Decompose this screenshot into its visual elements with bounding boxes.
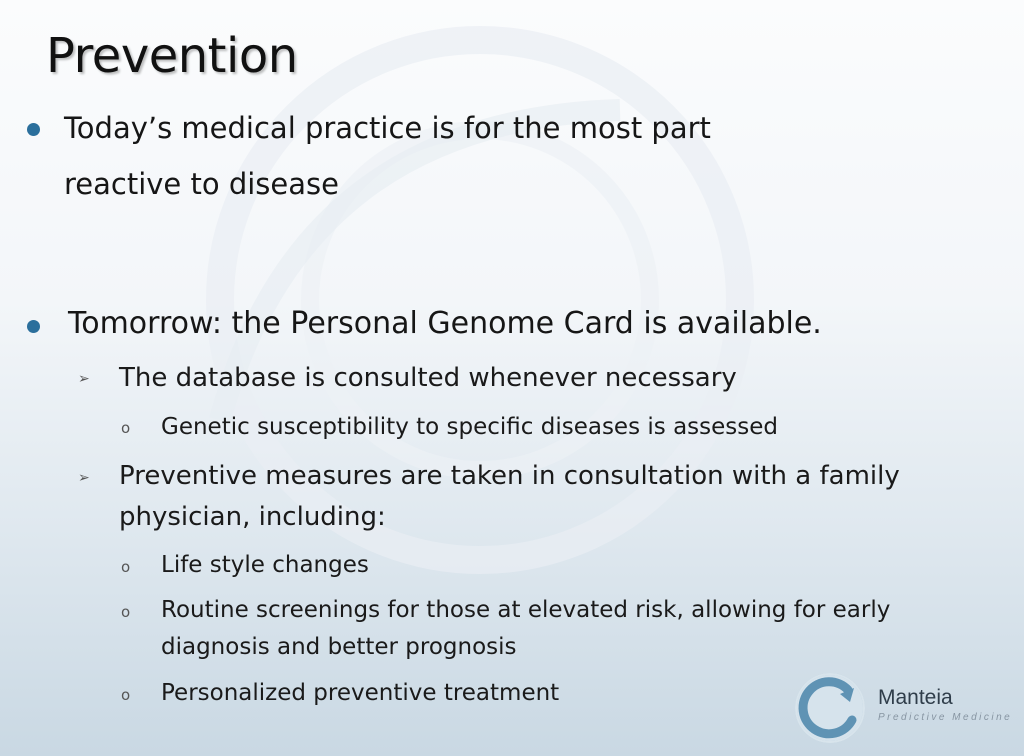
sub-2-item-2-line-2: diagnosis and better prognosis [161,634,517,660]
ring-bullet-icon: o [121,603,131,621]
slide-title: Prevention [46,28,298,84]
bullet-1-line-2: reactive to disease [64,167,339,201]
arrow-bullet-icon: ➢ [78,470,90,486]
logo-name: Manteia [878,686,953,709]
manteia-logo [790,668,1020,748]
blue-dot-bullet-icon [27,320,40,333]
logo-tagline: Predictive Medicine [878,712,1013,723]
ring-bullet-icon: o [121,419,131,437]
bullet-1-line-1: Today’s medical practice is for the most part [64,111,711,145]
arrow-bullet-icon: ➢ [78,371,90,387]
bullet-2-line-1: Tomorrow: the Personal Genome Card is available. [68,306,822,341]
ring-bullet-icon: o [121,558,131,576]
ring-bullet-icon: o [121,686,131,704]
sub-1-item-1: Genetic susceptibility to specific diseases is assessed [161,414,778,440]
sub-2-line-2: physician, including: [119,502,386,532]
sub-1-line-1: The database is consulted whenever necessary [119,363,737,393]
sub-2-item-2-line-1: Routine screenings for those at elevated risk, allowing for early [161,597,891,623]
blue-dot-bullet-icon [27,123,40,136]
manteia-logo-icon [790,668,870,748]
sub-2-item-3: Personalized preventive treatment [161,680,560,706]
sub-2-line-1: Preventive measures are taken in consultation with a family [119,461,900,491]
sub-2-item-1: Life style changes [161,552,369,578]
